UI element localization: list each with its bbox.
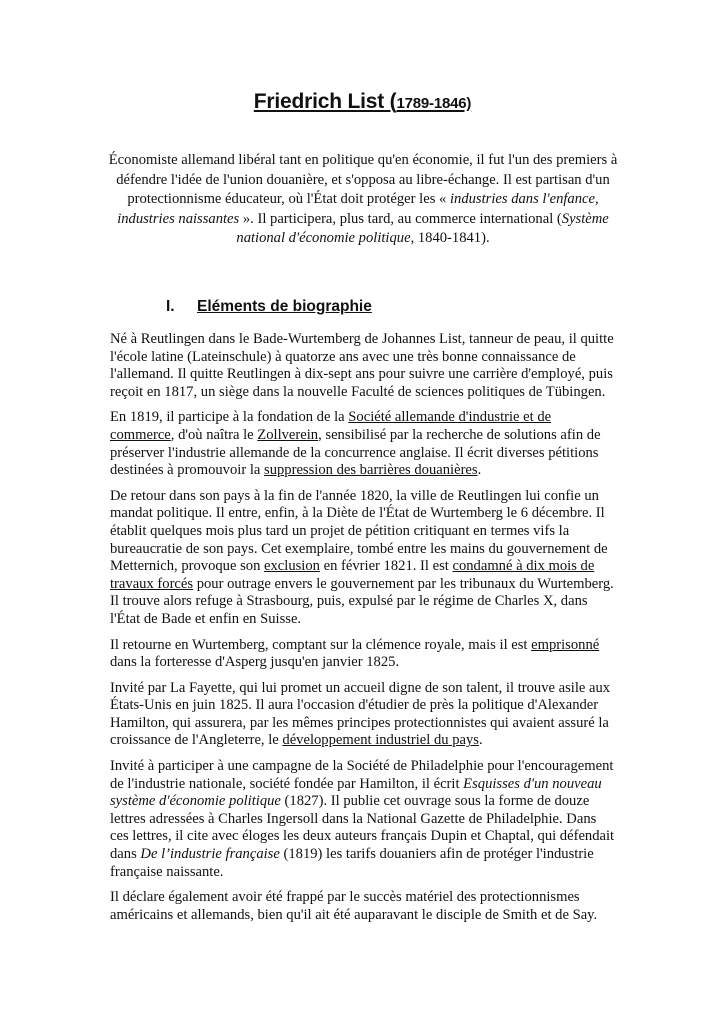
- paragraph-1: [110, 331, 618, 401]
- text-run: en février 1821. Il est: [319, 558, 453, 575]
- body-text: [110, 331, 618, 932]
- underlined-run: Zollverein: [257, 426, 319, 443]
- text-run: Invité par La Fayette, qui lui promet un accueil digne de son talent, il trouve asile aux États-Unis en juin 1825. Il aura l'occasion d'étudier de près la politique d'Alexander Hamilton, qui assurera, par les mêmes principes protectionnistes qui avaient assuré la croissance de l'Angleterre, le: [110, 679, 611, 749]
- title-dates: 1789-1846): [396, 95, 472, 112]
- italic-run: Système national d'économie politique: [236, 210, 609, 246]
- text-run: pour outrage envers le gouvernement par les tribunaux du Wurtemberg. Il trouve alors refuge à Strasbourg, puis, expulsé par le régime de Charles X, dans l'État de Bade et enfin en Suisse.: [110, 575, 614, 627]
- paragraph-3: [110, 488, 618, 629]
- title-main: Friedrich List (: [253, 90, 397, 113]
- underlined-run: condamné à dix mois de travaux forcés: [110, 558, 595, 592]
- text-run: Il déclare également avoir été frappé par le succès matériel des protectionnismes américains et allemands, bien qu'il ait été auparavant le disciple de Smith et de Say.: [110, 889, 598, 923]
- underlined-run: développement industriel du pays: [282, 732, 479, 749]
- text-run: , 1840-1841).: [410, 230, 490, 246]
- italic-run: industries dans l'enfance, industries naissantes: [117, 191, 599, 227]
- underlined-run: exclusion: [264, 558, 320, 575]
- page-title: [0, 90, 725, 114]
- text-run: De retour dans son pays à la fin de l'année 1820, la ville de Reutlingen lui confie un mandat politique. Il entre, enfin, à la Diète de l'État de Wurtemberg le 6 décembre. Il établit quelques mois plus tard un projet de pétition critiquant en termes vifs la bureaucratie de son pays. Cet exemplaire, tombé entre les mains du gouvernement de Metternich, provoque son: [110, 487, 608, 575]
- section-number: I.: [166, 298, 175, 315]
- text-run: Il retourne en Wurtemberg, comptant sur la clémence royale, mais il est: [110, 636, 532, 653]
- paragraph-4: [110, 637, 618, 672]
- section-title: Eléments de biographie: [197, 298, 372, 315]
- italic-run: Esquisses d'un nouveau système d'économie politique: [110, 775, 602, 810]
- text-run: Économiste allemand libéral tant en politique qu'en économie, il fut l'un des premiers à défendre l'idée de l'union douanière, et s'opposa au libre-échange. Il est partisan d'un protectionnisme éducateur, où l'État doit protéger les «: [108, 152, 618, 207]
- text-run: .: [477, 462, 482, 479]
- underlined-run: Société allemande d'industrie et de commerce: [110, 409, 552, 443]
- text-run: Invité à participer à une campagne de la Société de Philadelphie pour l'encouragement de l'industrie nationale, société fondée par Hamilton, il écrit: [110, 758, 614, 792]
- text-run: En 1819, il participe à la fondation de la: [110, 409, 349, 426]
- paragraph-2: [110, 409, 618, 479]
- text-run: (1819) les tarifs douaniers afin de protéger l'industrie française naissante.: [110, 846, 594, 880]
- paragraph-6: [110, 758, 618, 881]
- text-run: ». Il participera, plus tard, au commerce international (: [239, 210, 562, 227]
- italic-run: De l’industrie française: [140, 846, 280, 863]
- text-run: , d'où naîtra le: [170, 426, 258, 443]
- underlined-run: suppression des barrières douanières: [264, 462, 478, 479]
- paragraph-5: [110, 680, 618, 750]
- text-run: Né à Reutlingen dans le Bade-Wurtemberg de Johannes List, tanneur de peau, il quitte l'école latine (Lateinschule) à quatorze ans avec une très bonne connaissance de l'allemand. Il quitte Reutlingen à dix-sept ans pour suivre une carrière d'employé, puis reçoit en 1817, un siège dans la nouvelle Faculté de sciences politiques de Tübingen.: [110, 331, 614, 400]
- text-run: , sensibilisé par la recherche de solutions afin de préserver l'industrie allemande de la concurrence anglaise. Il écrit diverses pétitions destinées à promouvoir la: [110, 426, 601, 479]
- section-heading: [166, 298, 372, 316]
- text-run: .: [478, 732, 483, 749]
- text-run: (1827). Il publie cet ouvrage sous la forme de douze lettres adressées à Charles Ingersoll dans la National Gazette de Philadelphie. Dans ces lettres, il cite avec éloges les deux auteurs français Dupin et Chaptal, qui défendait dans: [110, 793, 615, 863]
- abstract: [108, 151, 618, 249]
- text-run: dans la forteresse d'Asperg jusqu'en janvier 1825.: [110, 654, 400, 671]
- underlined-run: emprisonné: [531, 636, 600, 653]
- paragraph-7: [110, 889, 618, 924]
